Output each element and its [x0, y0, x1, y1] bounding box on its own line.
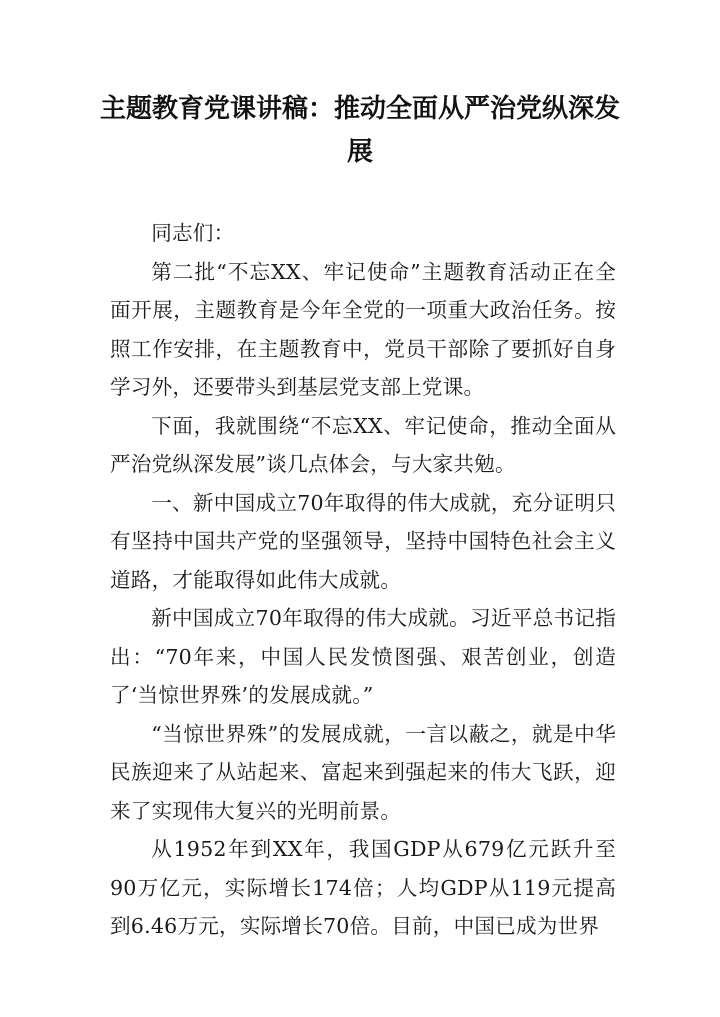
document-body	[110, 214, 616, 946]
document-title: 主题教育党课讲稿：推动全面从严治党纵深发展	[100, 94, 621, 167]
paragraph-gdp: 从1952年到XX年，我国GDP从679亿元跃升至90万亿元，实际增长174倍；人均GDP从119元提高到6.46万元，实际增长70倍。目前，中国已成为世界	[110, 837, 616, 938]
section-heading-1: 一、新中国成立70年取得的伟大成就，充分证明只有坚持中国共产党的坚强领导，坚持中国特色社会主义道路，才能取得如此伟大成就。	[110, 490, 616, 592]
paragraph-achievement: 新中国成立70年取得的伟大成就。习近平总书记指出：“70年来，中国人民发愤图强、艰苦创业，创造了‘当惊世界殊’的发展成就。”	[110, 606, 616, 707]
paragraph-intro: 第二批“不忘XX、牢记使命”主题教育活动正在全面开展，主题教育是今年全党的一项重大政治任务。按照工作安排，在主题教育中，党员干部除了要抓好自身学习外，还要带头到基层党支部上党课。	[110, 259, 616, 399]
paragraph-topic: 下面，我就围绕“不忘XX、牢记使命，推动全面从严治党纵深发展”谈几点体会，与大家共勉。	[110, 413, 616, 476]
salutation: 同志们：	[151, 221, 235, 245]
paragraph-leap: “当惊世界殊”的发展成就，一言以蔽之，就是中华民族迎来了从站起来、富起来到强起来的伟大飞跃，迎来了实现伟大复兴的光明前景。	[110, 721, 616, 823]
